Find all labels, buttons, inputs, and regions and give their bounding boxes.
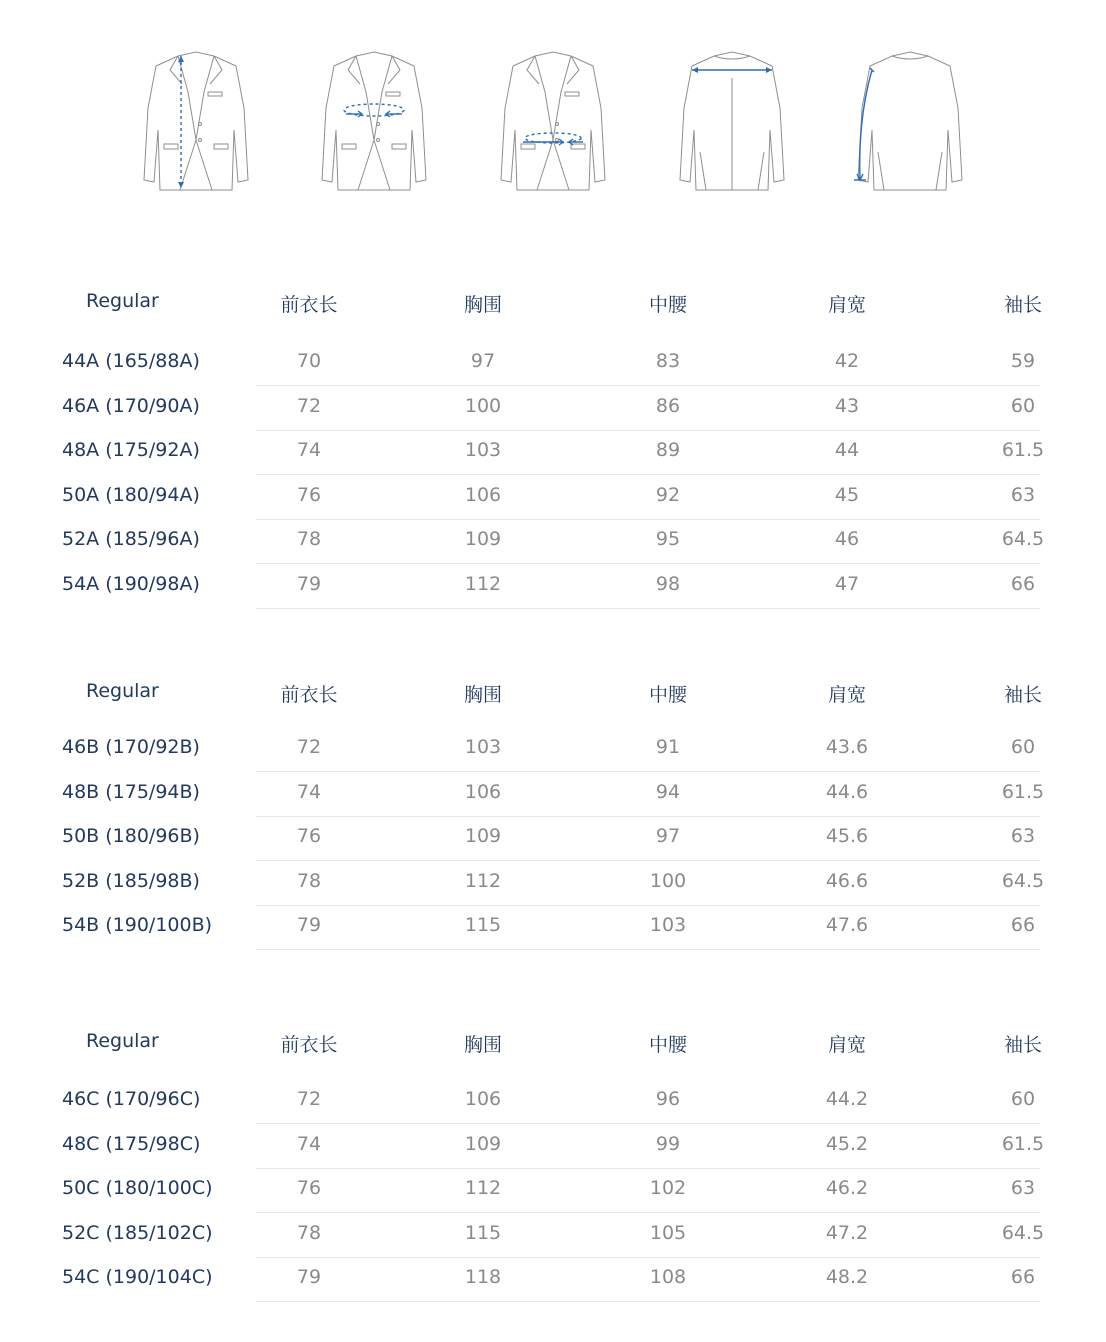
size-table bbox=[0, 1030, 1106, 1313]
measurement-value: 98 bbox=[655, 573, 681, 595]
measurement-value: 60 bbox=[1010, 1088, 1036, 1110]
column-header: 袖长 bbox=[1003, 684, 1043, 706]
measurement-value: 47.2 bbox=[825, 1221, 869, 1244]
size-label: 48C (175/98C) bbox=[62, 1132, 201, 1155]
size-label: 44A (165/88A) bbox=[62, 350, 200, 372]
front-length-jacket-icon bbox=[140, 48, 252, 196]
measurement-value: 91 bbox=[655, 736, 681, 758]
size-label: 52C (185/102C) bbox=[62, 1221, 213, 1244]
measurement-value: 99 bbox=[655, 1132, 681, 1155]
measurement-value: 60 bbox=[1010, 394, 1036, 417]
measurement-value: 79 bbox=[296, 573, 322, 595]
measurement-value: 103 bbox=[464, 736, 502, 758]
measurement-value: 115 bbox=[464, 1221, 502, 1244]
measurement-value: 46 bbox=[834, 528, 860, 551]
waist-jacket-icon bbox=[497, 48, 609, 196]
measurement-value: 64.5 bbox=[1001, 869, 1045, 892]
size-table bbox=[0, 680, 1106, 961]
size-table bbox=[0, 290, 1106, 620]
measurement-value: 95 bbox=[655, 528, 681, 551]
table-row bbox=[0, 476, 1106, 520]
measurement-value: 92 bbox=[655, 483, 681, 506]
table-row bbox=[0, 1214, 1106, 1258]
column-header: 袖长 bbox=[1003, 1034, 1043, 1056]
measurement-value: 47 bbox=[834, 573, 860, 595]
table-row bbox=[0, 1169, 1106, 1213]
measurement-value: 108 bbox=[649, 1266, 687, 1289]
measurement-value: 78 bbox=[296, 869, 322, 892]
measurement-value: 63 bbox=[1010, 1177, 1036, 1200]
measurement-value: 109 bbox=[464, 825, 502, 848]
measurement-value: 112 bbox=[464, 1177, 502, 1200]
measurement-value: 43 bbox=[834, 394, 860, 417]
measurement-value: 72 bbox=[296, 1088, 322, 1110]
measurement-value: 109 bbox=[464, 528, 502, 551]
column-header: 袖长 bbox=[1003, 294, 1043, 316]
measurement-value: 45.2 bbox=[825, 1132, 869, 1155]
measurement-value: 72 bbox=[296, 394, 322, 417]
measurement-value: 46.6 bbox=[825, 869, 869, 892]
table-row bbox=[0, 1258, 1106, 1302]
measurement-value: 112 bbox=[464, 869, 502, 892]
row-divider bbox=[256, 1301, 1040, 1302]
row-divider bbox=[256, 949, 1040, 950]
measurement-value: 48.2 bbox=[825, 1266, 869, 1289]
column-header: 肩宽 bbox=[827, 1034, 867, 1056]
size-label: 52B (185/98B) bbox=[62, 869, 200, 892]
column-header: 中腰 bbox=[648, 294, 688, 316]
table-row bbox=[0, 1080, 1106, 1124]
chest-jacket-icon bbox=[318, 48, 430, 196]
measurement-value: 46.2 bbox=[825, 1177, 869, 1200]
measurement-value: 106 bbox=[464, 780, 502, 803]
measurement-value: 61.5 bbox=[1001, 780, 1045, 803]
column-header: 中腰 bbox=[648, 684, 688, 706]
measurement-value: 45.6 bbox=[825, 825, 869, 848]
measurement-value: 89 bbox=[655, 439, 681, 462]
measurement-value: 42 bbox=[834, 350, 860, 372]
table-fit-label: Regular bbox=[86, 680, 159, 702]
measurement-value: 102 bbox=[649, 1177, 687, 1200]
table-row bbox=[0, 387, 1106, 431]
measurement-value: 79 bbox=[296, 914, 322, 937]
size-label: 46A (170/90A) bbox=[62, 394, 200, 417]
column-header: 前衣长 bbox=[280, 684, 338, 706]
measurement-value: 70 bbox=[296, 350, 322, 372]
table-row bbox=[0, 520, 1106, 564]
measurement-value: 97 bbox=[470, 350, 496, 372]
table-row bbox=[0, 906, 1106, 950]
size-label: 48A (175/92A) bbox=[62, 439, 200, 462]
size-label: 50C (180/100C) bbox=[62, 1177, 213, 1200]
measurement-value: 64.5 bbox=[1001, 1221, 1045, 1244]
measurement-value: 45 bbox=[834, 483, 860, 506]
measurement-value: 100 bbox=[464, 394, 502, 417]
table-row bbox=[0, 431, 1106, 475]
measurement-value: 59 bbox=[1010, 350, 1036, 372]
measurement-value: 63 bbox=[1010, 825, 1036, 848]
measurement-value: 60 bbox=[1010, 736, 1036, 758]
table-row bbox=[0, 862, 1106, 906]
measurement-value: 66 bbox=[1010, 1266, 1036, 1289]
measurement-value: 109 bbox=[464, 1132, 502, 1155]
size-label: 46B (170/92B) bbox=[62, 736, 200, 758]
measurement-value: 76 bbox=[296, 1177, 322, 1200]
measurement-value: 44 bbox=[834, 439, 860, 462]
column-header: 中腰 bbox=[648, 1034, 688, 1056]
measurement-value: 61.5 bbox=[1001, 439, 1045, 462]
measurement-value: 74 bbox=[296, 1132, 322, 1155]
measurement-value: 63 bbox=[1010, 483, 1036, 506]
measurement-value: 86 bbox=[655, 394, 681, 417]
size-label: 50B (180/96B) bbox=[62, 825, 200, 848]
table-row bbox=[0, 1125, 1106, 1169]
size-label: 46C (170/96C) bbox=[62, 1088, 201, 1110]
measurement-value: 118 bbox=[464, 1266, 502, 1289]
table-fit-label: Regular bbox=[86, 290, 159, 312]
table-row bbox=[0, 773, 1106, 817]
column-header: 肩宽 bbox=[827, 294, 867, 316]
measurement-value: 78 bbox=[296, 1221, 322, 1244]
measurement-value: 66 bbox=[1010, 914, 1036, 937]
measurement-value: 100 bbox=[649, 869, 687, 892]
size-label: 54C (190/104C) bbox=[62, 1266, 213, 1289]
measurement-value: 64.5 bbox=[1001, 528, 1045, 551]
size-label: 52A (185/96A) bbox=[62, 528, 200, 551]
measurement-value: 96 bbox=[655, 1088, 681, 1110]
shoulder-width-jacket-icon bbox=[676, 48, 788, 196]
measurement-value: 44.2 bbox=[825, 1088, 869, 1110]
column-header: 胸围 bbox=[463, 294, 503, 316]
measurement-value: 78 bbox=[296, 528, 322, 551]
measurement-value: 79 bbox=[296, 1266, 322, 1289]
measurement-value: 76 bbox=[296, 825, 322, 848]
measurement-value: 105 bbox=[649, 1221, 687, 1244]
measurement-value: 97 bbox=[655, 825, 681, 848]
table-row bbox=[0, 817, 1106, 861]
table-fit-label: Regular bbox=[86, 1030, 159, 1052]
measurement-value: 106 bbox=[464, 483, 502, 506]
column-header: 前衣长 bbox=[280, 1034, 338, 1056]
size-label: 54A (190/98A) bbox=[62, 573, 200, 595]
measurement-value: 103 bbox=[464, 439, 502, 462]
column-header: 胸围 bbox=[463, 684, 503, 706]
column-header: 肩宽 bbox=[827, 684, 867, 706]
table-row bbox=[0, 342, 1106, 386]
measurement-value: 76 bbox=[296, 483, 322, 506]
measurement-illustrations bbox=[0, 0, 1106, 210]
table-row bbox=[0, 565, 1106, 609]
measurement-value: 44.6 bbox=[825, 780, 869, 803]
measurement-value: 61.5 bbox=[1001, 1132, 1045, 1155]
measurement-value: 66 bbox=[1010, 573, 1036, 595]
measurement-value: 74 bbox=[296, 780, 322, 803]
size-label: 48B (175/94B) bbox=[62, 780, 200, 803]
column-header: 胸围 bbox=[463, 1034, 503, 1056]
column-header: 前衣长 bbox=[280, 294, 338, 316]
measurement-value: 103 bbox=[649, 914, 687, 937]
row-divider bbox=[256, 608, 1040, 609]
measurement-value: 72 bbox=[296, 736, 322, 758]
measurement-value: 106 bbox=[464, 1088, 502, 1110]
table-row bbox=[0, 728, 1106, 772]
measurement-value: 74 bbox=[296, 439, 322, 462]
measurement-value: 115 bbox=[464, 914, 502, 937]
measurement-value: 112 bbox=[464, 573, 502, 595]
measurement-value: 83 bbox=[655, 350, 681, 372]
size-label: 50A (180/94A) bbox=[62, 483, 200, 506]
measurement-value: 94 bbox=[655, 780, 681, 803]
measurement-value: 43.6 bbox=[825, 736, 869, 758]
measurement-value: 47.6 bbox=[825, 914, 869, 937]
size-label: 54B (190/100B) bbox=[62, 914, 213, 937]
sleeve-length-jacket-icon bbox=[854, 48, 966, 196]
